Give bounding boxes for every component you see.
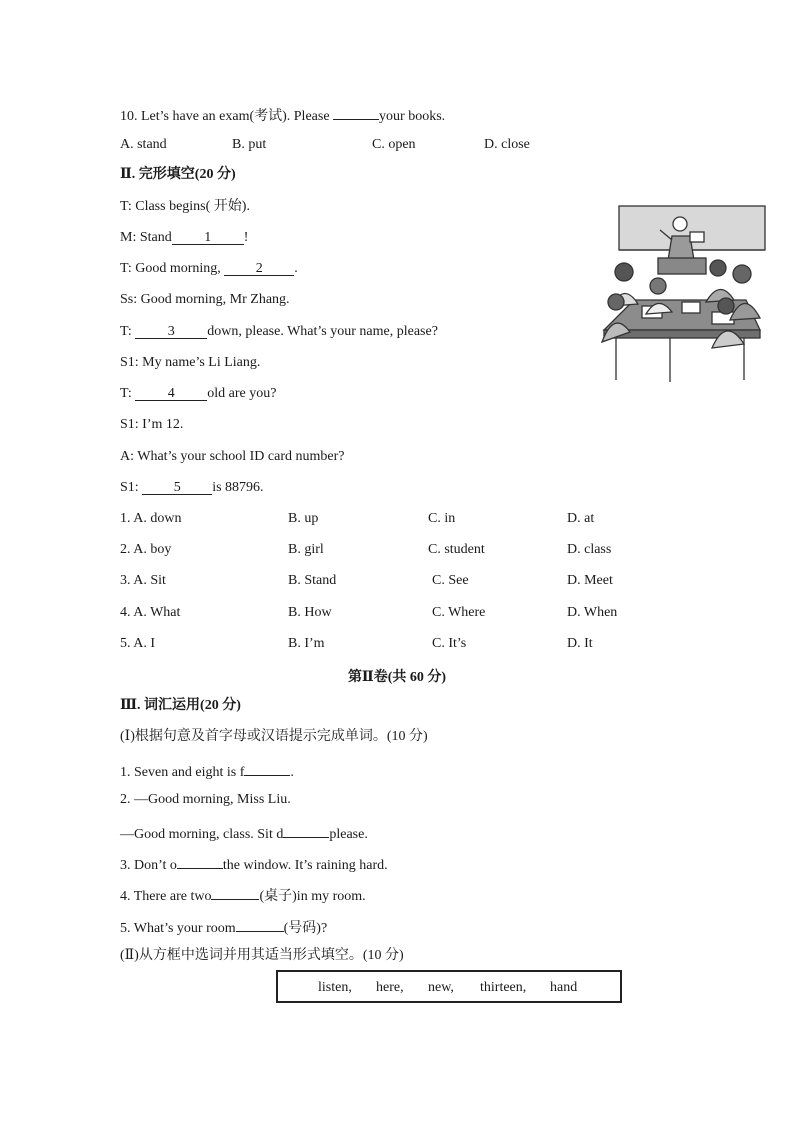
vocab-item: 4. There are two (桌子)in my room. (120, 884, 366, 906)
vocab-item: 2. —Good morning, Miss Liu. (120, 792, 291, 807)
choice-2-b: B. girl (288, 542, 324, 557)
word-box-item: thirteen, (480, 980, 527, 995)
word-box (276, 970, 622, 1003)
answer-blank[interactable] (177, 853, 223, 869)
choice-1-a: 1. A. down (120, 511, 182, 526)
q10-option-c: C. open (372, 137, 416, 152)
choice-1-b: B. up (288, 511, 319, 526)
choice-2-d: D. class (567, 542, 612, 557)
question-10: 10. Let’s have an exam(考试). Please your books. (120, 104, 445, 126)
answer-blank[interactable] (244, 760, 290, 776)
dialogue-line: A: What’s your school ID card number? (120, 449, 345, 464)
section-2-title: Ⅱ. 完形填空(20 分) (120, 167, 236, 182)
blank-4[interactable]: 4 (135, 385, 207, 401)
choice-5-c: C. It’s (432, 636, 467, 651)
choice-4-c: C. Where (432, 605, 486, 620)
vocab-item: 1. Seven and eight is f . (120, 760, 294, 782)
dialogue-line: M: Stand 1 ! (120, 230, 249, 245)
answer-blank[interactable] (236, 916, 284, 932)
word-box-item: listen, (318, 980, 352, 995)
choice-4-b: B. How (288, 605, 332, 620)
q10-option-a: A. stand (120, 137, 167, 152)
choice-1-d: D. at (567, 511, 595, 526)
blank-3[interactable]: 3 (135, 323, 207, 339)
vocab-item: 5. What’s your room (号码)? (120, 916, 327, 938)
subsection-2-instruction: (Ⅱ)从方框中选词并用其适当形式填空。(10 分) (120, 948, 404, 963)
word-box-item: here, (376, 980, 404, 995)
word-box-item: new, (428, 980, 454, 995)
choice-5-b: B. I’m (288, 636, 325, 651)
choice-3-d: D. Meet (567, 573, 613, 588)
classroom-illustration (594, 202, 770, 388)
choice-3-b: B. Stand (288, 573, 337, 588)
subsection-1-instruction: (Ⅰ)根据句意及首字母或汉语提示完成单词。(10 分) (120, 729, 428, 744)
choice-2-a: 2. A. boy (120, 542, 172, 557)
choice-3-a: 3. A. Sit (120, 573, 166, 588)
choice-2-c: C. student (428, 542, 485, 557)
blank-2[interactable]: 2 (224, 260, 294, 276)
dialogue-line: S1: I’m 12. (120, 417, 184, 432)
choice-4-a: 4. A. What (120, 605, 181, 620)
dialogue-line: T: Class begins( 开始). (120, 199, 250, 214)
vocab-item: —Good morning, class. Sit d please. (120, 822, 368, 844)
dialogue-line: S1: My name’s Li Liang. (120, 355, 261, 370)
section-3-title: Ⅲ. 词汇运用(20 分) (120, 698, 241, 713)
dialogue-line: S1: 5 is 88796. (120, 480, 264, 495)
q10-option-d: D. close (484, 137, 530, 152)
choice-5-a: 5. A. I (120, 636, 155, 651)
answer-blank[interactable] (283, 822, 329, 838)
word-box-item: hand (550, 980, 578, 995)
choice-1-c: C. in (428, 511, 456, 526)
dialogue-line: T: 4 old are you? (120, 386, 277, 401)
choice-3-c: C. See (432, 573, 469, 588)
blank-5[interactable]: 5 (142, 479, 212, 495)
part-2-title: 第Ⅱ卷(共 60 分) (347, 670, 447, 685)
blank-1[interactable]: 1 (172, 229, 244, 245)
answer-blank[interactable] (211, 884, 259, 900)
vocab-item: 3. Don’t o the window. It’s raining hard. (120, 853, 388, 875)
dialogue-line: T: 3 down, please. What’s your name, please? (120, 324, 438, 339)
choice-5-d: D. It (567, 636, 593, 651)
answer-blank[interactable] (333, 104, 379, 120)
choice-4-d: D. When (567, 605, 618, 620)
q10-option-b: B. put (232, 137, 267, 152)
dialogue-line: T: Good morning, 2 . (120, 261, 298, 276)
dialogue-line: Ss: Good morning, Mr Zhang. (120, 292, 290, 307)
